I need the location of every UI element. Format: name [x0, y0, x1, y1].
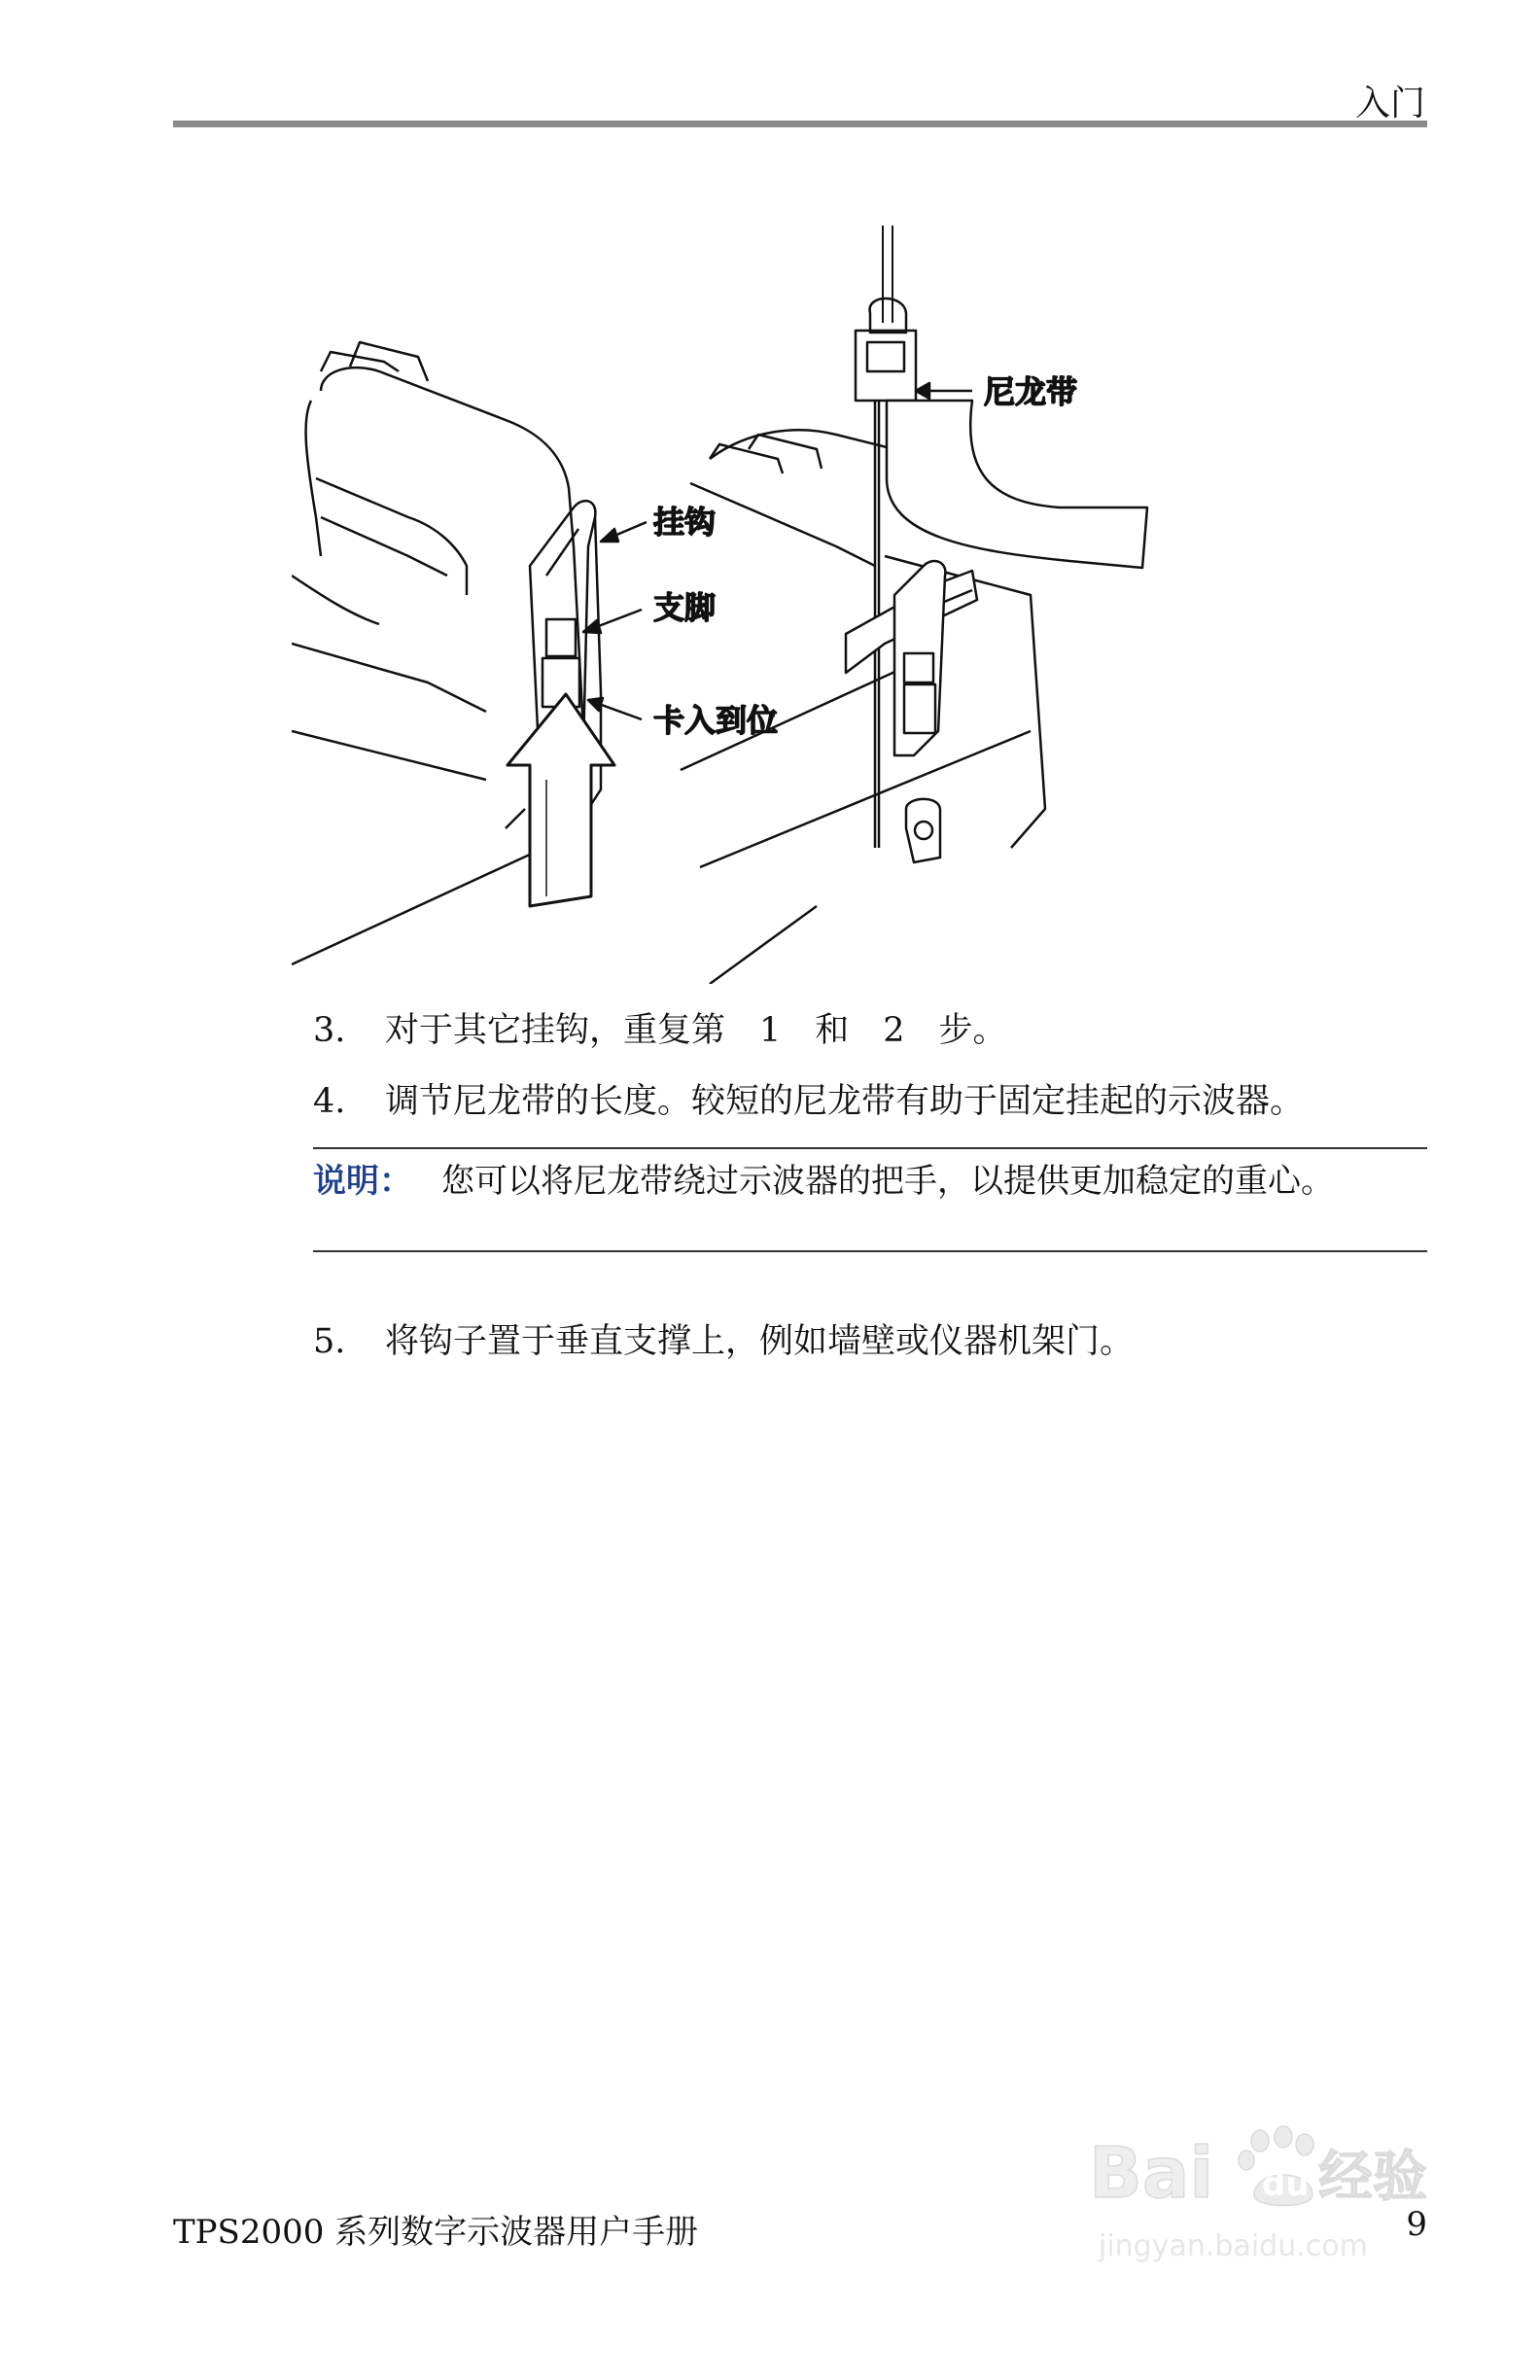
step-number: 5. — [313, 1322, 346, 1361]
left-hook-drawing — [292, 342, 647, 964]
callout-snap-in-place: 卡入到位 — [653, 702, 779, 739]
right-strap-drawing — [681, 226, 1147, 984]
manual-title: TPS2000 系列数字示波器用户手册 — [173, 2213, 699, 2252]
note-bottom-rule — [313, 1250, 1427, 1252]
callout-foot: 支脚 — [653, 589, 717, 626]
callout-nylon-strap: 尼龙带 — [984, 373, 1078, 410]
callout-hook: 挂钩 — [653, 504, 717, 541]
step-text: 对于其它挂钩，重复第 1 和 2 步。 — [385, 1011, 1007, 1050]
page-number: 9 — [1406, 2205, 1427, 2244]
note-top-rule — [313, 1147, 1427, 1149]
baidu-watermark-logo — [1089, 2119, 1439, 2275]
step-number: 3. — [313, 1011, 346, 1050]
note-box — [313, 1160, 1427, 1203]
step-text: 调节尼龙带的长度。较短的尼龙带有助于固定挂起的示波器。 — [385, 1082, 1305, 1121]
svg-text:jingyan.baidu.com: jingyan.baidu.com — [1099, 2229, 1368, 2263]
section-title: 入门 — [1354, 84, 1425, 123]
note-text: 您可以将尼龙带绕过示波器的把手，以提供更加稳定的重心。 — [441, 1162, 1334, 1201]
svg-text:Bai: Bai — [1089, 2132, 1214, 2214]
svg-text:经验: 经验 — [1318, 2146, 1427, 2209]
nylon-strap — [887, 401, 1147, 568]
hook-plate-right — [894, 561, 945, 755]
strap-installation-illustration — [292, 226, 1361, 984]
up-arrow — [508, 694, 614, 906]
step-3 — [313, 1003, 1007, 1052]
svg-text:du: du — [1262, 2165, 1310, 2204]
header-rule — [173, 121, 1427, 127]
step-5 — [313, 1314, 1134, 1363]
step-4 — [313, 1074, 1304, 1123]
step-text: 将钩子置于垂直支撑上，例如墙壁或仪器机架门。 — [385, 1322, 1135, 1361]
step-number: 4. — [313, 1082, 346, 1121]
note-label: 说明： — [313, 1162, 412, 1201]
